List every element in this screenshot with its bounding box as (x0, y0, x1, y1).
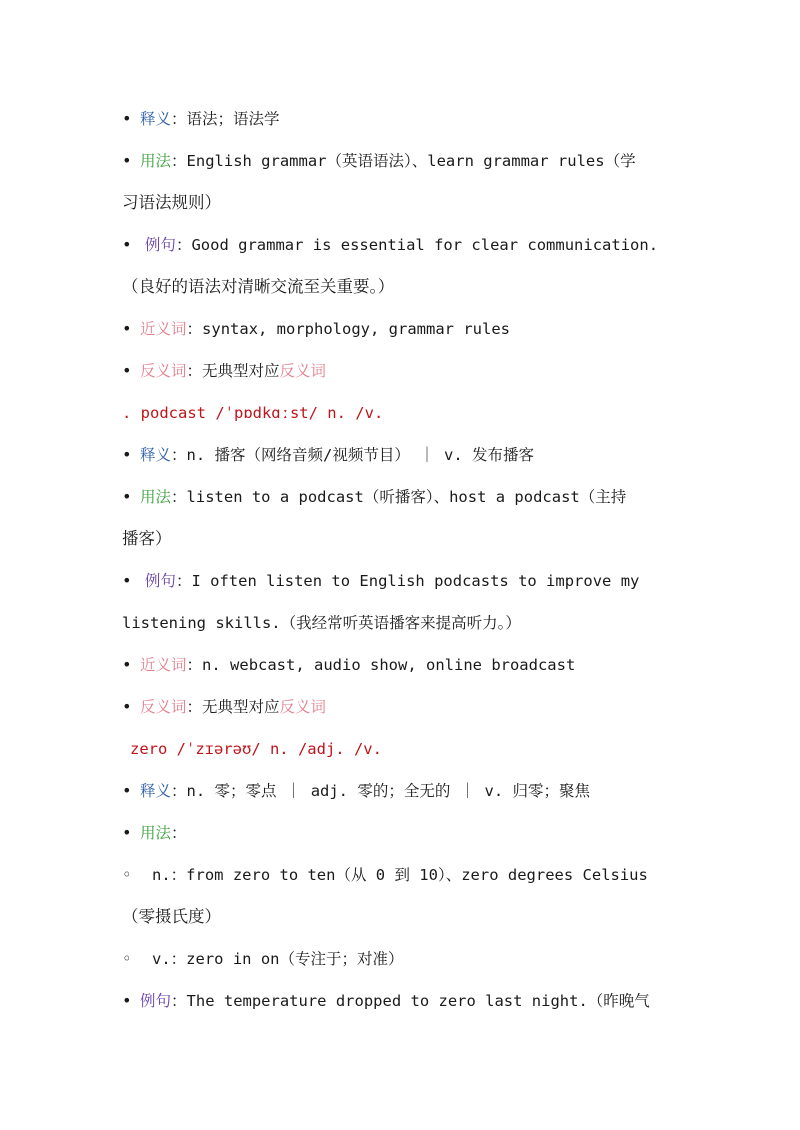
line-text: （零摄氏度） (122, 907, 221, 926)
antonym-line (122, 360, 680, 382)
label-definition: 释义 (140, 110, 172, 128)
label-example: 例句 (140, 236, 176, 254)
label-antonym: 反义词 (140, 698, 187, 716)
line-text: 语法；语法学 (186, 110, 280, 128)
line-text: n. webcast, audio show, online broadcast (202, 656, 576, 674)
bullet: • (122, 235, 132, 254)
label-definition: 释义 (140, 446, 172, 464)
label-synonym: 近义词 (140, 320, 187, 338)
sub-bullet: ◦ (122, 949, 132, 968)
bullet: • (122, 655, 132, 674)
line-text: English grammar（英语语法）、learn grammar rules（学 (186, 152, 636, 170)
line-text: n.：from zero to ten（从 0 到 10）、zero degrees Celsius (152, 866, 648, 884)
bullet: • (122, 445, 132, 464)
usage-line (122, 486, 680, 508)
label-antonym: 反义词 (140, 362, 187, 380)
usage-sub-line (122, 864, 680, 886)
antonym-tail: 反义词 (279, 698, 327, 716)
bullet: • (122, 487, 132, 506)
continuation-line (122, 528, 680, 550)
separator: ： (171, 446, 187, 464)
label-example: 例句 (140, 992, 172, 1010)
antonym-line (122, 696, 680, 718)
label-example: 例句 (140, 572, 176, 590)
usage-sub-line (122, 948, 680, 970)
separator: ： (175, 572, 192, 590)
line-text: I often listen to English podcasts to improve my (191, 572, 640, 590)
heading-text: zero /ˈzɪərəʊ/ n. /adj. /v. (130, 740, 382, 758)
example-line (122, 990, 680, 1012)
separator: ： (171, 824, 187, 842)
line-text: 无典型对应 (202, 698, 280, 716)
example-line (122, 234, 680, 256)
usage-line (122, 150, 680, 172)
separator: ： (171, 152, 187, 170)
line-text: （良好的语法对清晰交流至关重要。） (122, 277, 395, 296)
label-definition: 释义 (140, 782, 172, 800)
separator: ： (171, 110, 187, 128)
antonym-tail: 反义词 (279, 362, 327, 380)
bullet: • (122, 571, 132, 590)
usage-line (122, 822, 680, 844)
definition-line (122, 108, 680, 130)
sub-bullet: ◦ (122, 865, 132, 884)
word-heading-podcast (122, 402, 680, 424)
label-usage: 用法 (140, 488, 172, 506)
line-text: listen to a podcast（听播客）、host a podcast（主持 (186, 488, 627, 506)
heading-text: . podcast /ˈpɒdkɑːst/ n. /v. (122, 404, 384, 422)
separator: ： (175, 236, 192, 254)
line-text: The temperature dropped to zero last night.（昨晚气 (186, 992, 650, 1010)
label-usage: 用法 (140, 152, 172, 170)
synonym-line (122, 318, 680, 340)
continuation-line (122, 906, 680, 928)
separator: ： (171, 488, 187, 506)
separator: ： (186, 362, 203, 380)
line-text: v.：zero in on（专注于；对准） (152, 950, 404, 968)
bullet: • (122, 991, 132, 1010)
line-text: listening skills.（我经常听英语播客来提高听力。） (122, 614, 521, 632)
bullet: • (122, 319, 132, 338)
line-text: 无典型对应 (202, 362, 280, 380)
synonym-line (122, 654, 680, 676)
separator: ： (171, 992, 187, 1010)
line-text: 播客） (122, 529, 172, 548)
continuation-line (122, 276, 680, 298)
continuation-line (122, 612, 680, 634)
line-text: n. 零；零点 ｜ adj. 零的；全无的 ｜ v. 归零；聚焦 (186, 782, 591, 800)
line-text: 习语法规则） (122, 193, 221, 212)
definition-line (122, 780, 680, 802)
line-text: syntax, morphology, grammar rules (202, 320, 510, 338)
label-synonym: 近义词 (140, 656, 187, 674)
separator: ： (171, 782, 187, 800)
bullet: • (122, 361, 132, 380)
line-text: n. 播客（网络音频/视频节目） ｜ v. 发布播客 (186, 446, 535, 464)
word-heading-zero (130, 738, 680, 760)
separator: ： (186, 698, 203, 716)
line-text: Good grammar is essential for clear communication. (191, 236, 659, 254)
example-line (122, 570, 680, 592)
definition-line (122, 444, 680, 466)
bullet: • (122, 697, 132, 716)
bullet: • (122, 781, 132, 800)
separator: ： (186, 320, 203, 338)
continuation-line (122, 192, 680, 214)
bullet: • (122, 109, 132, 128)
label-usage: 用法 (140, 824, 172, 842)
bullet: • (122, 151, 132, 170)
bullet: • (122, 823, 132, 842)
separator: ： (186, 656, 203, 674)
